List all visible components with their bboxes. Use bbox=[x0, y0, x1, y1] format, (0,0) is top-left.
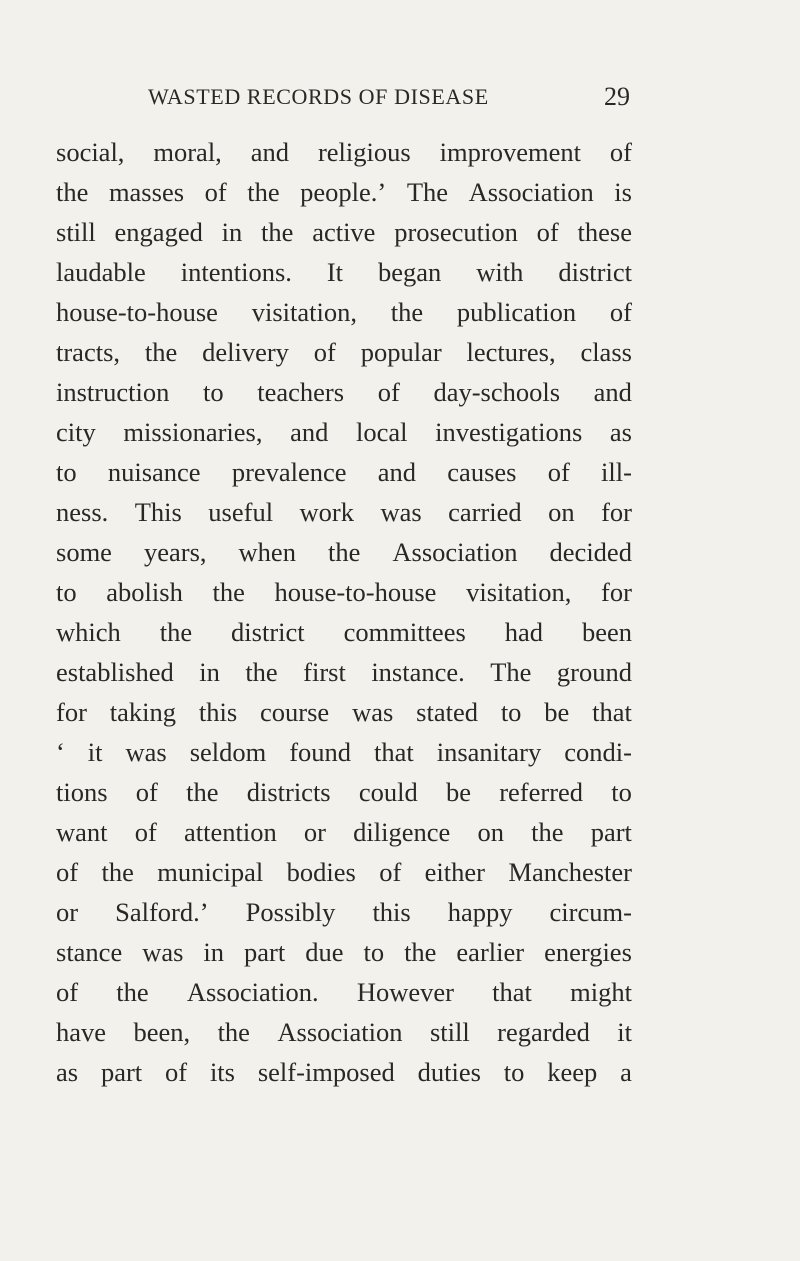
word: to bbox=[56, 457, 77, 487]
word: attention bbox=[183, 817, 277, 847]
word: for bbox=[601, 497, 632, 527]
word: of bbox=[547, 457, 570, 487]
text-line bbox=[56, 1052, 632, 1092]
word: as bbox=[609, 417, 632, 447]
word: carried bbox=[448, 497, 522, 527]
word: delivery bbox=[202, 337, 289, 367]
word: visitation, bbox=[251, 297, 357, 327]
word: due bbox=[305, 937, 344, 967]
word: or bbox=[303, 817, 326, 847]
word: was bbox=[380, 497, 422, 527]
word: the bbox=[327, 537, 361, 567]
word: visitation, bbox=[466, 577, 572, 607]
text-line bbox=[56, 852, 632, 892]
word: in bbox=[221, 217, 243, 247]
word: as bbox=[56, 1057, 79, 1087]
word: committees bbox=[343, 617, 466, 647]
word: moral, bbox=[153, 137, 222, 167]
word: these bbox=[577, 217, 632, 247]
word: for bbox=[601, 577, 632, 607]
text-line bbox=[56, 372, 632, 412]
text-line bbox=[56, 692, 632, 732]
word: its bbox=[209, 1057, 235, 1087]
text-line bbox=[56, 532, 632, 572]
word: lectures, bbox=[466, 337, 556, 367]
word: the bbox=[247, 177, 280, 207]
word: intentions. bbox=[180, 257, 292, 287]
word: stance bbox=[56, 937, 123, 967]
word: Association bbox=[277, 1017, 403, 1047]
word: is bbox=[614, 177, 632, 207]
word: of bbox=[379, 857, 402, 887]
word: Association bbox=[468, 177, 594, 207]
text-line bbox=[56, 292, 632, 332]
word: still bbox=[429, 1017, 470, 1047]
word: that bbox=[492, 977, 532, 1007]
word: the bbox=[404, 937, 437, 967]
word: insanitary bbox=[436, 737, 542, 767]
word: duties bbox=[417, 1057, 481, 1087]
page-number: 29 bbox=[604, 82, 630, 111]
word: Possibly bbox=[245, 897, 336, 927]
text-line bbox=[56, 172, 632, 212]
word: of bbox=[135, 777, 158, 807]
word: of bbox=[313, 337, 336, 367]
word: been bbox=[581, 617, 632, 647]
text-line bbox=[56, 452, 632, 492]
word: circum- bbox=[549, 897, 632, 927]
word: this bbox=[372, 897, 411, 927]
word: of bbox=[204, 177, 227, 207]
word: was bbox=[142, 937, 184, 967]
text-line bbox=[56, 572, 632, 612]
text-line bbox=[56, 252, 632, 292]
word: years, bbox=[143, 537, 207, 567]
text-line bbox=[56, 972, 632, 1012]
word: to bbox=[503, 1057, 525, 1087]
word: ill- bbox=[601, 457, 632, 487]
word: causes bbox=[447, 457, 517, 487]
word: ness. bbox=[56, 497, 109, 527]
word: had bbox=[504, 617, 543, 647]
word: with bbox=[476, 257, 524, 287]
word: this bbox=[198, 697, 238, 727]
word: which bbox=[56, 617, 121, 647]
word: active bbox=[312, 217, 376, 247]
word: established bbox=[56, 657, 174, 687]
word: publication bbox=[456, 297, 577, 327]
word: people.’ bbox=[300, 177, 387, 207]
word: some bbox=[56, 537, 112, 567]
word: religious bbox=[317, 137, 411, 167]
word: This bbox=[134, 497, 182, 527]
word: ‘ bbox=[56, 737, 65, 767]
word: the bbox=[56, 177, 89, 207]
text-line bbox=[56, 892, 632, 932]
word: and bbox=[250, 137, 290, 167]
text-line bbox=[56, 212, 632, 252]
word: still bbox=[56, 217, 96, 247]
word: the bbox=[212, 577, 245, 607]
word: been, bbox=[133, 1017, 191, 1047]
word: be bbox=[445, 777, 471, 807]
word: happy bbox=[447, 897, 513, 927]
word: to bbox=[500, 697, 522, 727]
word: might bbox=[570, 977, 632, 1007]
word: the bbox=[390, 297, 424, 327]
word: was bbox=[352, 697, 394, 727]
word: house-to-house bbox=[274, 577, 437, 607]
word: laudable bbox=[56, 257, 146, 287]
word: of bbox=[56, 977, 79, 1007]
word: stated bbox=[416, 697, 478, 727]
body-text bbox=[56, 132, 632, 1092]
word: of bbox=[536, 217, 559, 247]
word: for bbox=[56, 697, 87, 727]
word: ground bbox=[556, 657, 632, 687]
word: class bbox=[580, 337, 632, 367]
word: diligence bbox=[353, 817, 451, 847]
word: Association. bbox=[186, 977, 319, 1007]
word: and bbox=[290, 417, 329, 447]
word: of bbox=[165, 1057, 188, 1087]
word: the bbox=[186, 777, 219, 807]
word: The bbox=[406, 177, 449, 207]
word: nuisance bbox=[107, 457, 201, 487]
text-line bbox=[56, 612, 632, 652]
word: either bbox=[424, 857, 485, 887]
word: regarded bbox=[497, 1017, 590, 1047]
word: part bbox=[100, 1057, 143, 1087]
word: tracts, bbox=[56, 337, 121, 367]
running-title: WASTED RECORDS OF DISEASE bbox=[148, 84, 489, 109]
word: to bbox=[56, 577, 77, 607]
word: missionaries, bbox=[123, 417, 263, 447]
word: keep bbox=[547, 1057, 598, 1087]
word: seldom bbox=[189, 737, 267, 767]
text-line bbox=[56, 652, 632, 692]
word: self-imposed bbox=[257, 1057, 395, 1087]
word: day-schools bbox=[433, 377, 561, 407]
word: Association bbox=[392, 537, 518, 567]
word: the bbox=[159, 617, 193, 647]
word: of bbox=[609, 297, 632, 327]
text-line bbox=[56, 772, 632, 812]
word: be bbox=[544, 697, 570, 727]
word: began bbox=[378, 257, 442, 287]
word: the bbox=[217, 1017, 250, 1047]
word: Manchester bbox=[508, 857, 632, 887]
word: that bbox=[374, 737, 414, 767]
word: prosecution bbox=[394, 217, 518, 247]
word: of bbox=[377, 377, 400, 407]
word: and bbox=[377, 457, 417, 487]
word: Salford.’ bbox=[115, 897, 209, 927]
word: part bbox=[244, 937, 286, 967]
word: social, bbox=[56, 137, 125, 167]
word: first bbox=[303, 657, 346, 687]
word: However bbox=[356, 977, 454, 1007]
word: decided bbox=[549, 537, 632, 567]
running-head bbox=[148, 84, 630, 124]
word: work bbox=[299, 497, 354, 527]
word: investigations bbox=[435, 417, 583, 447]
word: of bbox=[134, 817, 157, 847]
word: to bbox=[363, 937, 385, 967]
word: and bbox=[593, 377, 632, 407]
word: want bbox=[56, 817, 108, 847]
word: on bbox=[548, 497, 575, 527]
word: popular bbox=[360, 337, 442, 367]
word: referred bbox=[499, 777, 584, 807]
word: teachers bbox=[257, 377, 345, 407]
word: to bbox=[611, 777, 632, 807]
word: city bbox=[56, 417, 96, 447]
word: course bbox=[260, 697, 330, 727]
word: the bbox=[261, 217, 294, 247]
word: energies bbox=[544, 937, 632, 967]
word: it bbox=[617, 1017, 632, 1047]
word: when bbox=[238, 537, 296, 567]
word: taking bbox=[109, 697, 177, 727]
word: on bbox=[477, 817, 504, 847]
word: in bbox=[199, 657, 220, 687]
word: of bbox=[609, 137, 632, 167]
word: prevalence bbox=[231, 457, 347, 487]
text-line bbox=[56, 412, 632, 452]
word: The bbox=[490, 657, 532, 687]
word: improvement bbox=[439, 137, 581, 167]
word: part bbox=[590, 817, 632, 847]
word: It bbox=[326, 257, 344, 287]
word: found bbox=[289, 737, 352, 767]
word: it bbox=[87, 737, 103, 767]
text-line bbox=[56, 332, 632, 372]
text-line bbox=[56, 932, 632, 972]
word: engaged bbox=[114, 217, 203, 247]
word: earlier bbox=[456, 937, 525, 967]
word: local bbox=[355, 417, 408, 447]
text-line bbox=[56, 812, 632, 852]
text-line bbox=[56, 732, 632, 772]
word: that bbox=[592, 697, 632, 727]
word: the bbox=[531, 817, 564, 847]
word: was bbox=[125, 737, 167, 767]
word: instance. bbox=[371, 657, 465, 687]
word: of bbox=[56, 857, 79, 887]
word: the bbox=[101, 857, 134, 887]
word: district bbox=[558, 257, 632, 287]
word: the bbox=[116, 977, 149, 1007]
word: in bbox=[203, 937, 225, 967]
word: masses bbox=[108, 177, 185, 207]
word: the bbox=[144, 337, 178, 367]
word: district bbox=[231, 617, 305, 647]
text-line bbox=[56, 1012, 632, 1052]
text-line bbox=[56, 492, 632, 532]
word: abolish bbox=[106, 577, 183, 607]
word: could bbox=[358, 777, 418, 807]
word: have bbox=[56, 1017, 107, 1047]
word: instruction bbox=[56, 377, 170, 407]
word: or bbox=[56, 897, 79, 927]
word: tions bbox=[56, 777, 108, 807]
word: useful bbox=[208, 497, 274, 527]
word: municipal bbox=[157, 857, 264, 887]
word: house-to-house bbox=[56, 297, 218, 327]
word: bodies bbox=[286, 857, 356, 887]
word: to bbox=[203, 377, 224, 407]
word: districts bbox=[246, 777, 331, 807]
word: the bbox=[245, 657, 278, 687]
text-line bbox=[56, 132, 632, 172]
word: a bbox=[620, 1057, 632, 1087]
word: condi- bbox=[564, 737, 632, 767]
